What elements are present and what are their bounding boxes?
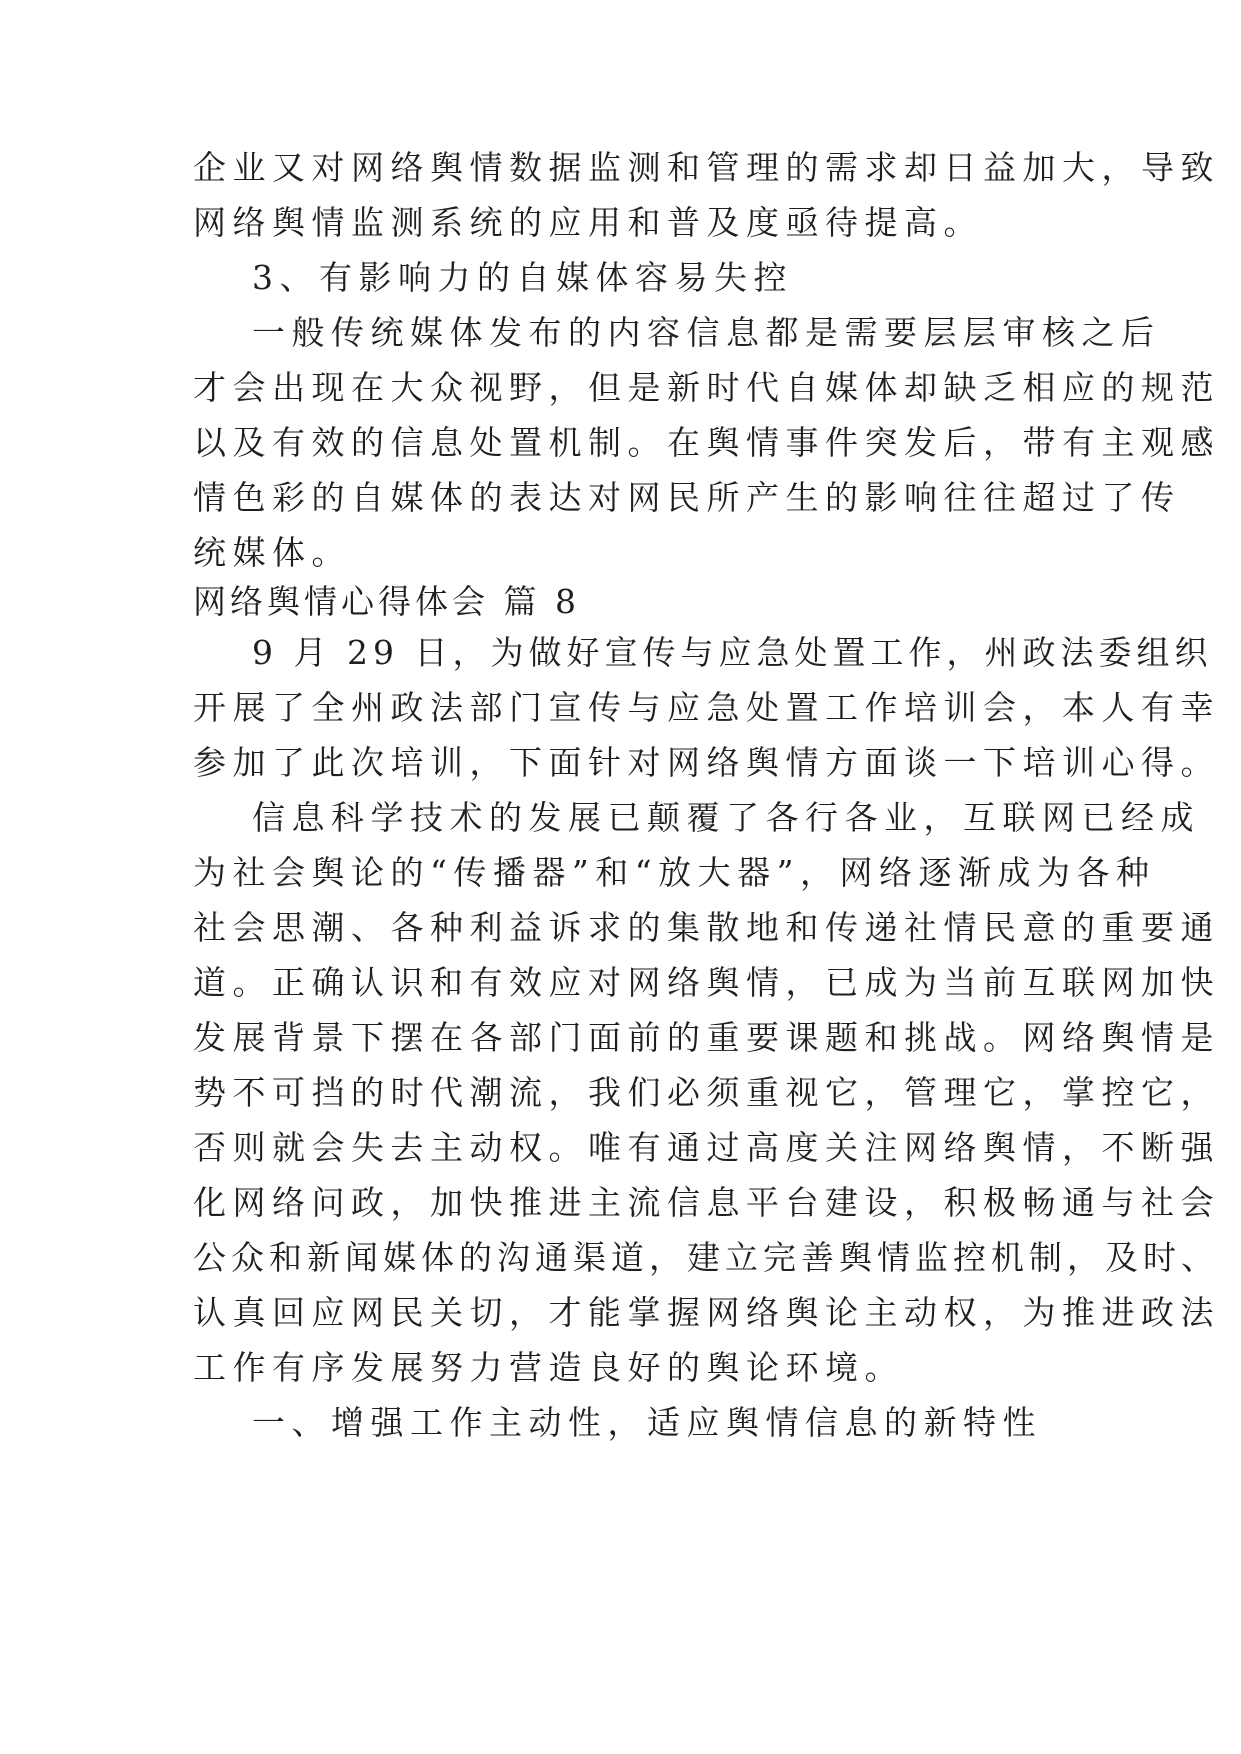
- paragraph-line: 势不可挡的时代潮流，我们必须重视它，管理它，掌控它，: [193, 1073, 1220, 1112]
- paragraph-line: 情色彩的自媒体的表达对网民所产生的影响往往超过了传: [193, 478, 1181, 517]
- section-heading: 3、有影响力的自媒体容易失控: [252, 258, 793, 297]
- paragraph-line: 否则就会失去主动权。唯有通过高度关注网络舆情，不断强: [193, 1128, 1220, 1167]
- paragraph-line: 网络舆情监测系统的应用和普及度亟待提高。: [193, 203, 983, 242]
- paragraph-line: 参加了此次培训，下面针对网络舆情方面谈一下培训心得。: [193, 743, 1220, 782]
- paragraph-line: 工作有序发展努力营造良好的舆论环境。: [193, 1348, 904, 1387]
- paragraph-line: 开展了全州政法部门宣传与应急处置工作培训会，本人有幸: [193, 688, 1220, 727]
- paragraph-line: 化网络问政，加快推进主流信息平台建设，积极畅通与社会: [193, 1183, 1220, 1222]
- paragraph-line: 统媒体。: [193, 533, 351, 572]
- section-heading: 一、增强工作主动性，适应舆情信息的新特性: [252, 1403, 1042, 1442]
- paragraph-line: 社会思潮、各种利益诉求的集散地和传递社情民意的重要通: [193, 908, 1220, 947]
- paragraph-line: 信息科学技术的发展已颠覆了各行各业，互联网已经成: [252, 798, 1200, 837]
- article-title: 网络舆情心得体会 篇 8: [193, 582, 580, 621]
- paragraph-line: 认真回应网民关切，才能掌握网络舆论主动权，为推进政法: [193, 1293, 1220, 1332]
- paragraph-line: 企业又对网络舆情数据监测和管理的需求却日益加大，导致: [193, 148, 1220, 187]
- paragraph-line: 发展背景下摆在各部门面前的重要课题和挑战。网络舆情是: [193, 1018, 1220, 1057]
- paragraph-line: 公众和新闻媒体的沟通渠道，建立完善舆情监控机制，及时、: [193, 1238, 1219, 1277]
- paragraph-line: 9 月 29 日，为做好宣传与应急处置工作，州政法委组织: [252, 633, 1213, 672]
- paragraph-line: 一般传统媒体发布的内容信息都是需要层层审核之后: [252, 313, 1161, 352]
- paragraph-line: 为社会舆论的“传播器”和“放大器”，网络逐渐成为各种: [193, 853, 1156, 892]
- paragraph-line: 以及有效的信息处置机制。在舆情事件突发后，带有主观感: [193, 423, 1220, 462]
- paragraph-line: 才会出现在大众视野，但是新时代自媒体却缺乏相应的规范: [193, 368, 1220, 407]
- paragraph-line: 道。正确认识和有效应对网络舆情，已成为当前互联网加快: [193, 963, 1220, 1002]
